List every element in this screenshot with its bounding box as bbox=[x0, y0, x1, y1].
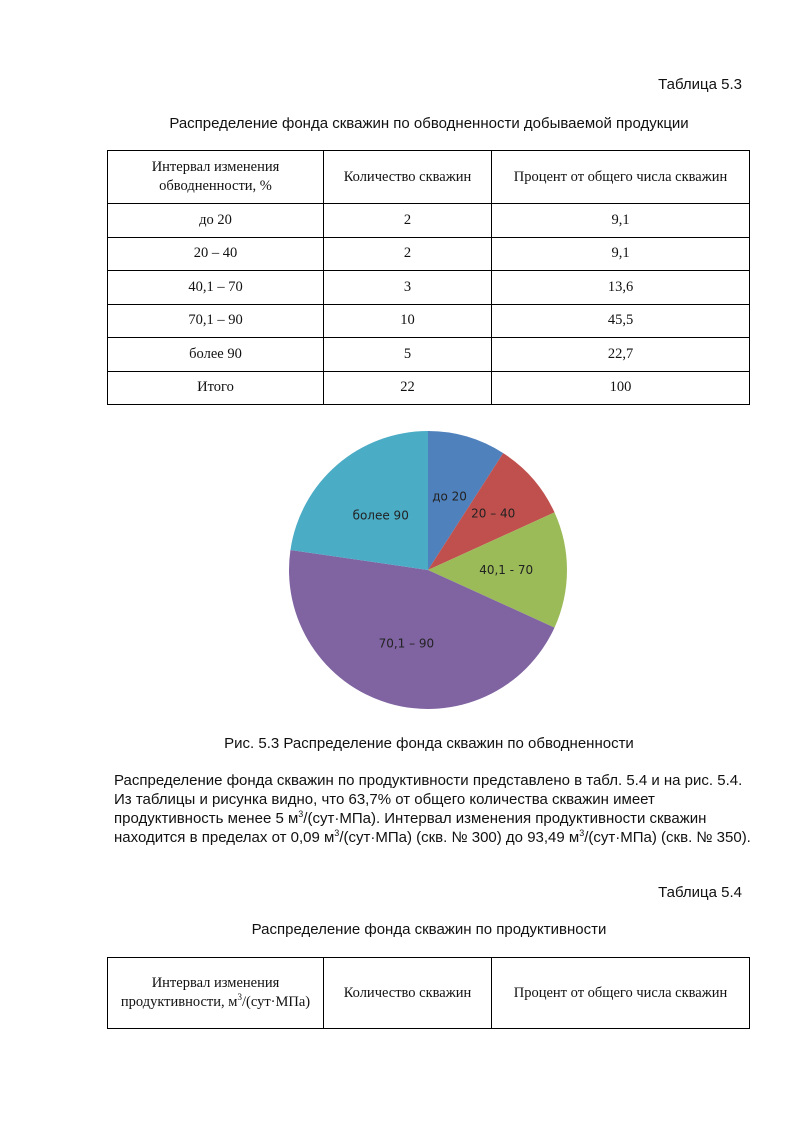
table-row bbox=[108, 204, 750, 238]
cell-interval: более 90 bbox=[108, 338, 324, 372]
header-count: Количество скважин bbox=[324, 958, 492, 1029]
cell-percent: 100 bbox=[492, 371, 750, 405]
table-5-4-title: Распределение фонда скважин по продуктивности bbox=[251, 921, 607, 938]
header-interval: Интервал изменения обводненности, % bbox=[108, 151, 324, 204]
paragraph-text: Распределение фонда скважин по продуктивности представлено в табл. 5.4 и на рис. 5.4. Из таблицы и рисунка видно, что 63,7% от общего количества скважин имеет продуктивность менее 5 м bbox=[114, 772, 743, 827]
cell-count: 5 bbox=[324, 338, 492, 372]
cell-percent: 45,5 bbox=[492, 304, 750, 338]
pie-slice-label: 20 – 40 bbox=[471, 506, 516, 521]
table-row bbox=[108, 237, 750, 271]
pie-chart bbox=[270, 418, 586, 718]
pie-slice-label: до 20 bbox=[432, 489, 467, 504]
header-interval bbox=[108, 958, 324, 1029]
header-text: /(сут·МПа) bbox=[241, 994, 311, 1010]
table-5-3 bbox=[107, 150, 750, 405]
table-header-row bbox=[108, 151, 750, 204]
table-row bbox=[108, 271, 750, 305]
cell-percent: 13,6 bbox=[492, 271, 750, 305]
cell-count: 2 bbox=[324, 204, 492, 238]
paragraph-text: /(сут·МПа) (скв. № 350). bbox=[584, 829, 751, 846]
superscript: 3 bbox=[237, 992, 242, 1002]
table-row bbox=[108, 304, 750, 338]
cell-interval: Итого bbox=[108, 371, 324, 405]
body-paragraph bbox=[114, 771, 754, 847]
header-percent: Процент от общего числа скважин bbox=[492, 958, 750, 1029]
cell-percent: 9,1 bbox=[492, 204, 750, 238]
paragraph-text: /(сут·МПа). Интервал изменения продуктивности скважин находится в пределах от 0,09 м bbox=[114, 810, 707, 846]
cell-percent: 9,1 bbox=[492, 237, 750, 271]
figure-caption: Рис. 5.3 Распределение фонда скважин по обводненности bbox=[224, 735, 634, 752]
header-percent: Процент от общего числа скважин bbox=[492, 151, 750, 204]
cell-interval: 70,1 – 90 bbox=[108, 304, 324, 338]
table-5-4-label: Таблица 5.4 bbox=[658, 884, 742, 901]
cell-interval: 20 – 40 bbox=[108, 237, 324, 271]
header-count: Количество скважин bbox=[324, 151, 492, 204]
table-header-row bbox=[108, 958, 750, 1029]
cell-count: 3 bbox=[324, 271, 492, 305]
cell-interval: до 20 bbox=[108, 204, 324, 238]
pie-slice-label: более 90 bbox=[352, 508, 409, 523]
table-5-3-title: Распределение фонда скважин по обводненности добываемой продукции bbox=[169, 115, 689, 132]
superscript: 3 bbox=[298, 809, 304, 819]
superscript: 3 bbox=[334, 828, 340, 838]
cell-count: 10 bbox=[324, 304, 492, 338]
cell-count: 2 bbox=[324, 237, 492, 271]
cell-interval: 40,1 – 70 bbox=[108, 271, 324, 305]
pie-slice bbox=[290, 431, 428, 570]
paragraph-text: /(сут·МПа) (скв. № 300) до 93,49 м bbox=[339, 829, 580, 846]
table-row bbox=[108, 338, 750, 372]
cell-percent: 22,7 bbox=[492, 338, 750, 372]
header-text: Интервал изменения продуктивности, м bbox=[120, 975, 280, 1010]
table-total-row bbox=[108, 371, 750, 405]
cell-count: 22 bbox=[324, 371, 492, 405]
superscript: 3 bbox=[579, 828, 585, 838]
table-5-3-label: Таблица 5.3 bbox=[658, 76, 742, 93]
table-5-4 bbox=[107, 957, 750, 1029]
pie-slice-label: 40,1 - 70 bbox=[479, 563, 534, 577]
pie-slice-label: 70,1 – 90 bbox=[378, 636, 435, 651]
